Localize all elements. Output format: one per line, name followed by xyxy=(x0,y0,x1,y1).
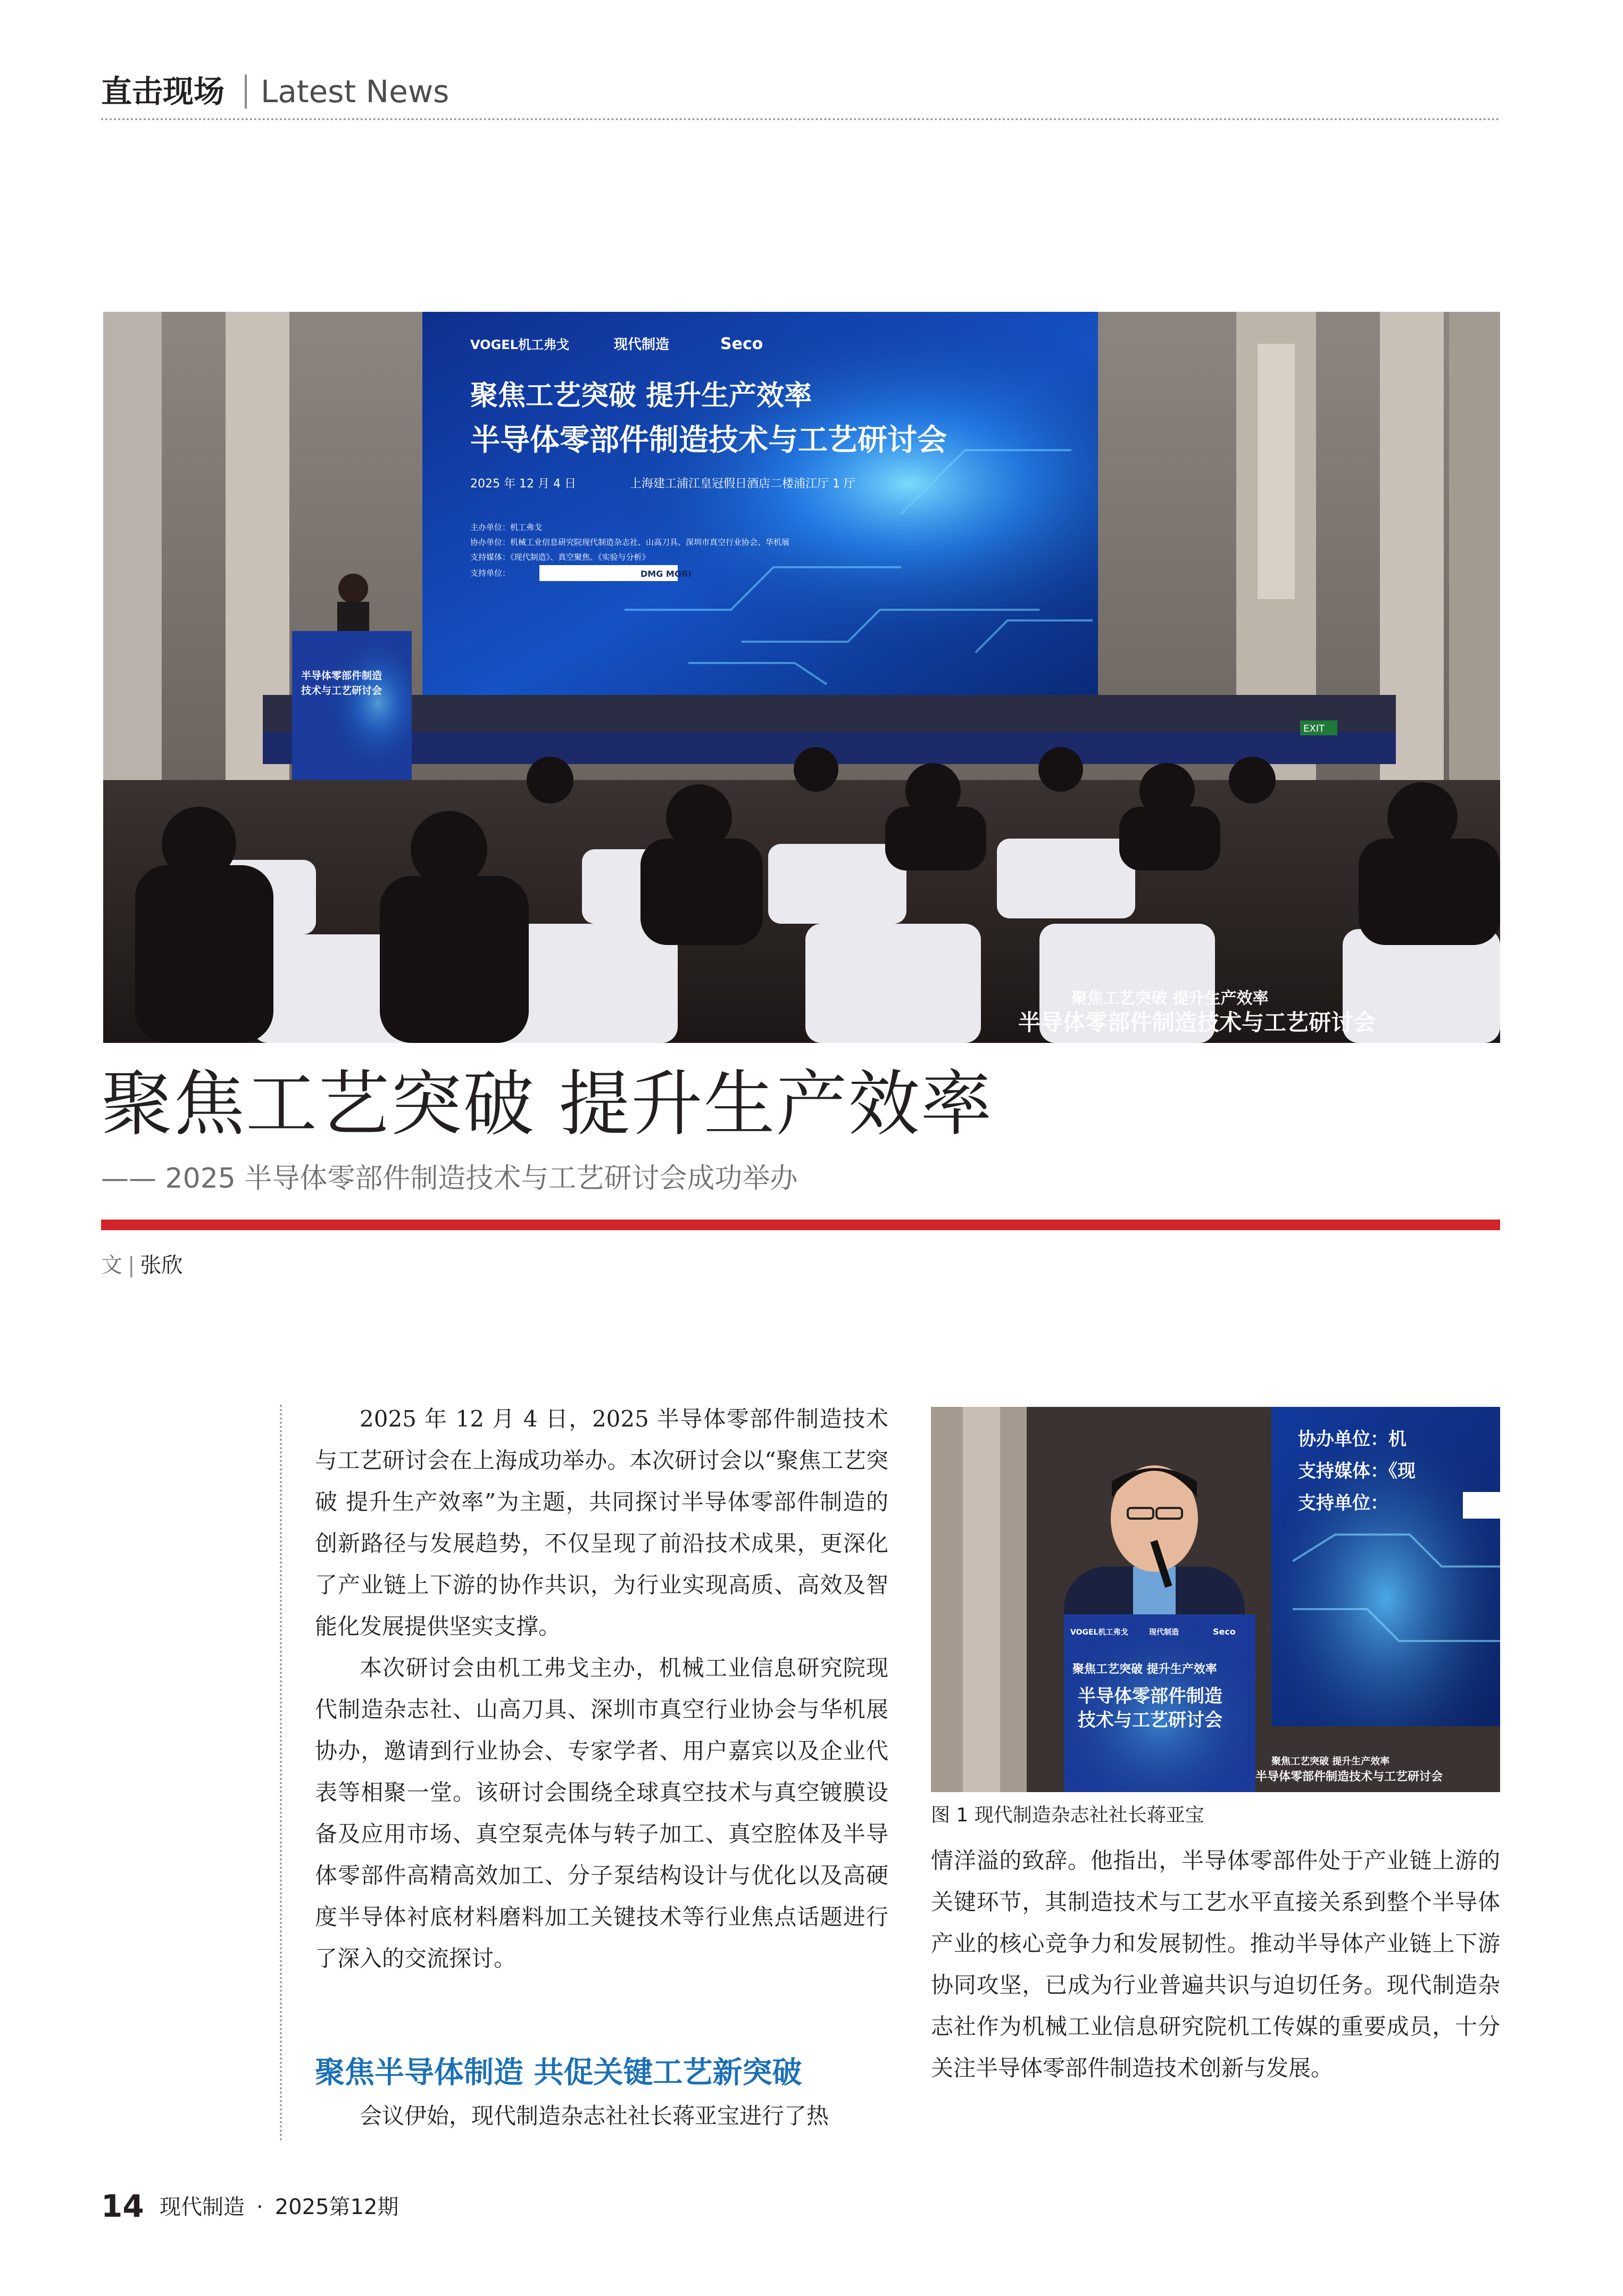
article-subtitle: —— 2025 半导体零部件制造技术与工艺研讨会成功举办 xyxy=(101,1163,798,1195)
screen-supporter: 支持单位： xyxy=(470,568,511,578)
screen-co-organizer: 协办单位：机械工业信息研究院现代制造杂志社、山高刀具、深圳市真空行业协会、华机展 xyxy=(470,537,790,547)
article-title: 聚焦工艺突破 提升生产效率 xyxy=(101,1063,993,1146)
figure-podium-line2: 半导体零部件制造 xyxy=(1078,1686,1222,1707)
podium-line1: 半导体零部件制造 xyxy=(301,670,382,682)
figure-1-photo xyxy=(931,1407,1500,1792)
left-column xyxy=(315,1398,888,1979)
column-dotted-rule xyxy=(280,1405,282,2141)
screen-venue: 上海建工浦江皇冠假日酒店二楼浦江厅 1 厅 xyxy=(630,477,855,491)
hero-photo xyxy=(103,312,1500,1043)
figure-podium-logo-seco: Seco xyxy=(1213,1627,1236,1637)
figure-screen-media: 支持媒体：《现 xyxy=(1298,1461,1416,1482)
figure-screen-co-organizer: 协办单位：机 xyxy=(1298,1429,1406,1450)
right-column xyxy=(931,1840,1500,2089)
paragraph-3-continued: 情洋溢的致辞。他指出，半导体零部件处于产业链上游的关键环节，其制造技术与工艺水平直接关系到整个半导体产业的核心竞争力和发展韧性。推动半导体产业链上下游协同攻坚，已成为行业普遍共识与迫切任务。现代制造杂志社作为机械工业信息研究院机工传媒的重要成员，十分关注半导体零部件制造技术创新与发展。 xyxy=(931,1847,1500,2081)
screen-dmg-mori: DMG MORI xyxy=(640,569,692,579)
section-heading: 聚焦半导体制造 共促关键工艺新突破 xyxy=(315,2055,802,2090)
byline xyxy=(101,1249,182,1281)
screen-logo-seco: Seco xyxy=(720,335,763,353)
exit-sign: EXIT xyxy=(1303,723,1325,734)
header-divider xyxy=(245,74,247,109)
figure-podium-logo-magazine: 现代制造 xyxy=(1149,1628,1179,1637)
screen-logo-magazine: 现代制造 xyxy=(614,337,670,353)
figure-podium-line3: 技术与工艺研讨会 xyxy=(1078,1710,1222,1731)
footer-magazine: 现代制造 xyxy=(160,2195,245,2219)
footer-publication xyxy=(160,2190,398,2224)
paragraph-3-start: 会议伊始，现代制造杂志社社长蒋亚宝进行了热 xyxy=(360,2103,829,2129)
footer-dot: · xyxy=(256,2195,263,2219)
figure-watermark-line1: 聚焦工艺突破 提升生产效率 xyxy=(1271,1756,1390,1767)
hero-watermark-line2: 半导体零部件制造技术与工艺研讨会 xyxy=(1018,1009,1376,1035)
figure-watermark-line2: 半导体零部件制造技术与工艺研讨会 xyxy=(1255,1770,1443,1784)
screen-media: 支持媒体：《现代制造》、真空聚焦、《实验与分析》 xyxy=(470,552,650,562)
title-red-rule xyxy=(101,1220,1500,1230)
footer-issue: 2025第12期 xyxy=(274,2195,399,2219)
figure-1-caption: 图 1 现代制造杂志社社长蒋亚宝 xyxy=(931,1804,1204,1826)
paragraph-1: 2025 年 12 月 4 日，2025 半导体零部件制造技术与工艺研讨会在上海成功举办。本次研讨会以“聚焦工艺突破 提升生产效率”为主题，共同探讨半导体零部件制造的创新路径与发展趋势，不仅呈现了前沿技术成果，更深化了产业链上下游的协作共识，为行业实现高质、高效及智能化发展提供坚实支撑。 xyxy=(315,1406,888,1639)
byline-label: 文 xyxy=(101,1253,122,1278)
section-label-en: Latest News xyxy=(261,73,450,110)
screen-date: 2025 年 12 月 4 日 xyxy=(470,477,576,491)
paragraph-2: 本次研讨会由机工弗戈主办，机械工业信息研究院现代制造杂志社、山高刀具、深圳市真空行业协会与华机展协办，邀请到行业协会、专家学者、用户嘉宾以及企业代表等相聚一堂。该研讨会围绕全球真空技术与真空镀膜设备及应用市场、真空泵壳体与转子加工、真空腔体及半导体零部件高精高效加工、分子泵结构设计与优化以及高硬度半导体衬底材料磨料加工关键技术等行业焦点话题进行了深入的交流探讨。 xyxy=(315,1655,888,1971)
hero-watermark-line1: 聚焦工艺突破 提升生产效率 xyxy=(1071,989,1269,1008)
podium-line2: 技术与工艺研讨会 xyxy=(301,685,382,697)
screen-logo-vogel: VOGEL机工弗戈 xyxy=(470,337,569,352)
figure-podium-logo-vogel: VOGEL机工弗戈 xyxy=(1070,1628,1128,1637)
screen-organizer: 主办单位：机工弗戈 xyxy=(470,523,543,532)
page-number: 14 xyxy=(101,2188,144,2224)
header-dotted-rule xyxy=(101,118,1500,120)
byline-author: 张欣 xyxy=(140,1253,183,1278)
screen-title-line1: 聚焦工艺突破 提升生产效率 xyxy=(470,380,812,412)
screen-title-line2: 半导体零部件制造技术与工艺研讨会 xyxy=(470,423,947,458)
section-label: 直击现场 xyxy=(101,73,225,110)
figure-podium-line1: 聚焦工艺突破 提升生产效率 xyxy=(1072,1663,1217,1676)
byline-separator: | xyxy=(128,1253,135,1278)
figure-screen-supporter: 支持单位： xyxy=(1298,1493,1388,1514)
left-column-continued xyxy=(315,2095,888,2137)
